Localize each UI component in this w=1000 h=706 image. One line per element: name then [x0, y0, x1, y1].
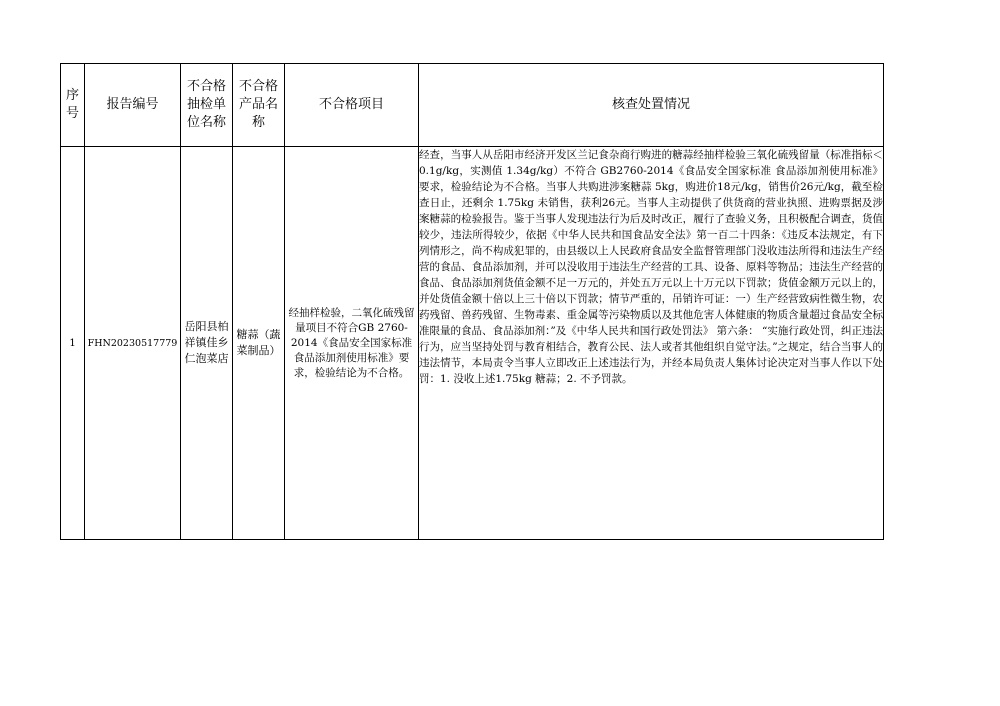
row-handling: 经查，当事人从岳阳市经济开发区兰记食杂商行购进的糖蒜经抽样检验三氧化硫残留量（标准指标＜0.1g/kg，实测值 1.34g/kg）不符合 GB2760-2014《食品安全国家标准 食品添加剂使用标准》 要求，检验结论为不合格。当事人共购进涉案糖蒜 5kg，购进价18元/kg，销售价26元/kg，截至检查日止，还剩余 1.75kg 未销售，获利26元。当事人主动提供了供货商的营业执照、进购票据及涉案糖蒜的检验报告。鉴于当事人发现违法行为后及时改正，履行了查验义务，且积极配合调查，货值较少，违法所得较少，依据《中华人民共和国食品安全法》第一百二十四条：《违反本法规定，有下列情形之，尚不构成犯罪的，由县级以上人民政府食品安全监督管理部门没收违法所得和违法生产经营的食品、食品添加剂，并可以没收用于违法生产经营的工具、设备、原料等物品；违法生产经营的食品、食品添加剂货值金额不足一万元的，并处五万元以上十万元以下罚款；货值金额万元以上的，并处货值金额十倍以上三十倍以下罚款；情节严重的，吊销许可证：一）生产经营致病性微生物，农药残留、兽药残留、生物毒素、重金属等污染物质以及其他危害人体健康的物质含量超过食品安全标准限量的食品、食品添加剂：”及《中华人民共和国行政处罚法》 第六条： “实施行政处罚，纠正违法行为，应当坚持处罚与教育相结合，教育公民、法人或者其他组织自觉守法。”之规定，结合当事人的违法情节，本局责令当事人立即改正上述违法行为，并经本局负责人集体讨论决定对当事人作以下处罚：1. 没收上述1.75kg 糖蒜；2. 不予罚款。 — [419, 147, 884, 540]
inspection-table — [60, 63, 884, 540]
header-unit: 不合格抽检单位名称 — [181, 64, 233, 147]
row-product: 糖蒜（蔬菜制品） — [233, 147, 285, 540]
row-report-no: FHN20230517779 — [85, 147, 181, 540]
header-report-no: 报告编号 — [85, 64, 181, 147]
row-item: 经抽样检验，二氧化硫残留量项目不符合GB 2760-2014《食品安全国家标准 食品添加剂使用标准》要求，检验结论为不合格。 — [285, 147, 419, 540]
header-handling: 核查处置情况 — [419, 64, 884, 147]
header-product: 不合格产品名称 — [233, 64, 285, 147]
header-seq: 序号 — [61, 64, 85, 147]
row-unit: 岳阳县柏祥镇佳乡仁泡菜店 — [181, 147, 233, 540]
row-seq: 1 — [61, 147, 85, 540]
table-header-row — [61, 64, 884, 147]
table-row — [61, 147, 884, 540]
header-item: 不合格项目 — [285, 64, 419, 147]
